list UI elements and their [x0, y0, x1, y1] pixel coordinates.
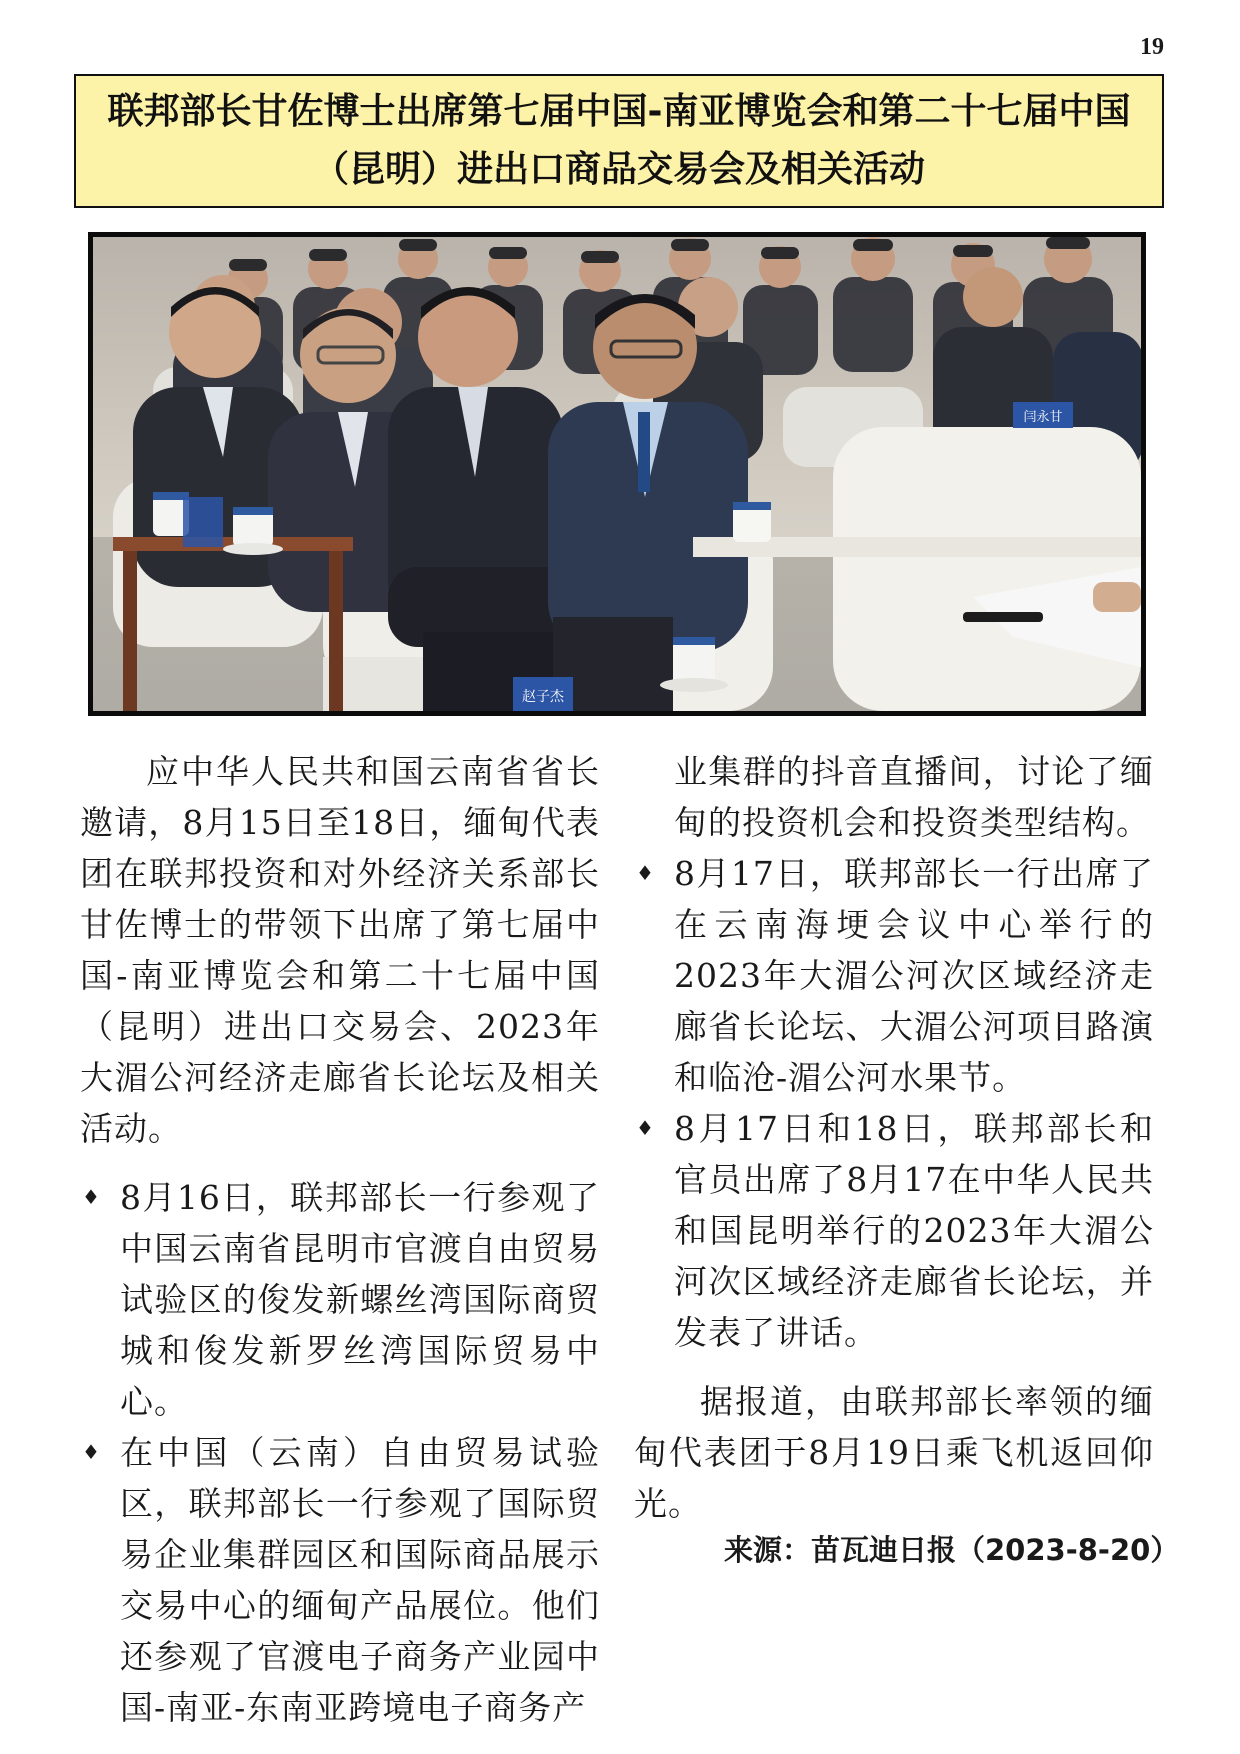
bullet-continuation	[634, 746, 1154, 848]
bullet-item-aug16	[80, 1172, 600, 1427]
name-tag-center-text: 赵子杰	[522, 689, 564, 705]
bullet-text-continuation: 业集群的抖音直播间，讨论了缅甸的投资机会和投资类型结构。	[674, 752, 1154, 842]
source-credit: 来源：苗瓦迪日报（2023-8-20）	[724, 1533, 1180, 1567]
bullet-item-free-trade-zone	[80, 1427, 600, 1733]
name-tag-right-text: 闫永甘	[1023, 410, 1063, 425]
bullet-text-aug17-18: 8月17日和18日，联邦部长和官员出席了8月17在中华人民共和国昆明举行的2023年大湄公河次区域经济走廊省长论坛，并发表了讲话。	[674, 1109, 1154, 1352]
headline-line-2: （昆明）进出口商品交易会及相关活动	[312, 149, 925, 190]
intro-paragraph: 应中华人民共和国云南省省长邀请，8月15日至18日，缅甸代表团在联邦投资和对外经济关系部长甘佐博士的带领下出席了第七届中国-南亚博览会和第二十七届中国（昆明）进出口交易会、2023年大湄公河经济走廊省长论坛及相关活动。	[80, 752, 600, 1148]
left-column	[80, 746, 600, 1733]
diamond-bullet-icon: ♦	[82, 1440, 101, 1464]
bullet-item-aug17	[634, 848, 1154, 1103]
page-number: 19	[1140, 34, 1164, 60]
headline-box	[74, 74, 1164, 208]
conference-photo-illustration	[93, 237, 1141, 711]
bullet-text-free-trade-zone: 在中国（云南）自由贸易试验区，联邦部长一行参观了国际贸易企业集群园区和国际商品展示交易中心的缅甸产品展位。他们还参观了官渡电子商务产业园中国-南亚-东南亚跨境电子商务产	[120, 1433, 600, 1727]
headline-line-1: 联邦部长甘佐博士出席第七届中国-南亚博览会和第二十七届中国	[107, 91, 1131, 132]
diamond-bullet-icon: ♦	[636, 861, 655, 885]
bullet-text-aug17: 8月17日，联邦部长一行出席了在云南海埂会议中心举行的2023年大湄公河次区域经济走廊省长论坛、大湄公河项目路演和临沧-湄公河水果节。	[674, 854, 1154, 1097]
conference-photo	[88, 232, 1146, 716]
bullet-text-aug16: 8月16日，联邦部长一行参观了中国云南省昆明市官渡自由贸易试验区的俊发新螺丝湾国际商贸城和俊发新罗丝湾国际贸易中心。	[120, 1178, 600, 1421]
diamond-bullet-icon: ♦	[636, 1116, 655, 1140]
closing-paragraph: 据报道，由联邦部长率领的缅甸代表团于8月19日乘飞机返回仰光。	[634, 1382, 1154, 1523]
right-column	[634, 746, 1154, 1529]
diamond-bullet-icon: ♦	[82, 1185, 101, 1209]
bullet-item-aug17-18	[634, 1103, 1154, 1358]
